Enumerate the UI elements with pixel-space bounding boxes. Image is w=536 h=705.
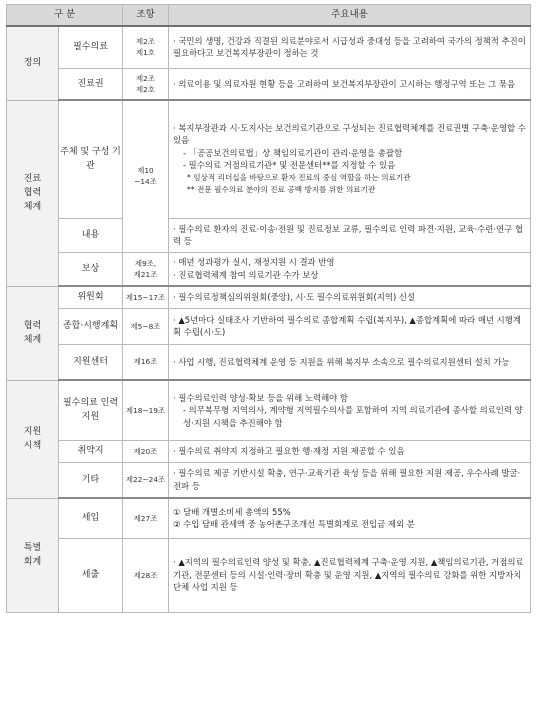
- table-row: [7, 462, 531, 498]
- table-header-row: [7, 5, 531, 27]
- category-cell: 지원 시책: [7, 380, 59, 498]
- law-summary-table: [6, 4, 531, 613]
- content-cell: · 필수의료인력 양성·확보 등을 위해 노력해야 함 - 의무복무형 지역의사, 계약형 지역필수의사를 포함하여 지역 의료기관에 종사할 의료인력 양성·지원 시책을 추진해야 함: [169, 380, 531, 440]
- article-cell: 제27조: [123, 498, 169, 538]
- subcategory-cell: 주체 및 구성 기관: [59, 100, 123, 218]
- table-row: [7, 26, 531, 68]
- article-cell: 제18~19조: [123, 380, 169, 440]
- article-cell: 제20조: [123, 440, 169, 462]
- subcategory-cell: 위원회: [59, 286, 123, 308]
- subcategory-cell: 지원센터: [59, 344, 123, 380]
- category-cell: 특별 회계: [7, 498, 59, 612]
- article-cell: 제2조 제2호: [123, 68, 169, 100]
- table-row: [7, 308, 531, 344]
- header-article: 조항: [123, 5, 169, 27]
- content-cell: · 복지부장관과 시·도지사는 보건의료기관으로 구성되는 진료협력체계를 진료권별 구축·운영할 수 있음 - 「공공보건의료법」상 책임의료기관이 관리·운영을 총괄함 - 필수의료 거점의료기관* 및 전문센터**를 지정할 수 있음 * 임상적 리더십을 바탕으로 환자 진료의 중심 역할을 하는 의료기관 ** 전문 필수의료 분야의 진료 공백 방지를 위한 의료기관: [169, 100, 531, 218]
- table-row: [7, 498, 531, 538]
- table-row: [7, 538, 531, 612]
- subcategory-cell: 종합·시행계획: [59, 308, 123, 344]
- table-row: [7, 380, 531, 440]
- table-row: [7, 344, 531, 380]
- article-cell: 제9조, 제21조: [123, 252, 169, 286]
- subcategory-cell: 보상: [59, 252, 123, 286]
- content-cell: ① 담배 개별소비세 총액의 55% ② 수입 담배 관세액 중 농어촌구조개선 특별회계로 전입금 제외 분: [169, 498, 531, 538]
- content-cell: · ▲지역의 필수의료인력 양성 및 확충, ▲진료협력체계 구축·운영 지원, ▲책임의료기관, 거점의료기관, 전문센터 등의 시설·인력·장비 확충 및 운영 지원, ▲지역의 필수의료 강화를 위한 지방자치단체 사업 지원 등: [169, 538, 531, 612]
- article-cell: 제10 ~14조: [123, 100, 169, 252]
- content-cell: · 국민의 생명, 건강과 직결된 의료분야로서 시급성과 중대성 등을 고려하여 국가의 정책적 추진이 필요하다고 보건복지부장관이 정하는 것: [169, 26, 531, 68]
- header-category: 구 분: [7, 5, 123, 27]
- article-cell: 제28조: [123, 538, 169, 612]
- content-cell: · 필수의료 제공 기반시설 확충, 연구·교육기관 육성 등을 위해 필요한 지원 제공, 우수사례 발굴·전파 등: [169, 462, 531, 498]
- table-row: [7, 440, 531, 462]
- table-row: [7, 68, 531, 100]
- table-row: [7, 218, 531, 252]
- table-row: [7, 252, 531, 286]
- content-cell: · 필수의료 환자의 진료·이송·전원 및 진료정보 교류, 필수의료 인력 파견·지원, 교육·수련·연구 협력 등: [169, 218, 531, 252]
- category-cell: 진료 협력 체계: [7, 100, 59, 286]
- header-content: 주요내용: [169, 5, 531, 27]
- subcategory-cell: 진료권: [59, 68, 123, 100]
- article-cell: 제16조: [123, 344, 169, 380]
- subcategory-cell: 취약지: [59, 440, 123, 462]
- subcategory-cell: 세출: [59, 538, 123, 612]
- content-cell: · 사업 시행, 진료협력체계 운영 등 지원을 위해 복지부 소속으로 필수의료지원센터 설치 가능: [169, 344, 531, 380]
- subcategory-cell: 기타: [59, 462, 123, 498]
- article-cell: 제2조 제1호: [123, 26, 169, 68]
- subcategory-cell: 세입: [59, 498, 123, 538]
- content-cell: · 필수의료정책심의위원회(중앙), 시·도 필수의료위원회(지역) 신설: [169, 286, 531, 308]
- article-cell: 제5~8조: [123, 308, 169, 344]
- category-cell: 정의: [7, 26, 59, 100]
- subcategory-cell: 필수의료: [59, 26, 123, 68]
- subcategory-cell: 필수의료 인력지원: [59, 380, 123, 440]
- category-cell: 협력 체계: [7, 286, 59, 380]
- content-cell: · 매년 성과평가 실시, 재정지원 시 결과 반영 · 진료협력체계 참여 의료기관 수가 보상: [169, 252, 531, 286]
- table-row: [7, 100, 531, 218]
- content-cell: · 의료이용 및 의료자원 현황 등을 고려하여 보건복지부장관이 고시하는 행정구역 또는 그 묶음: [169, 68, 531, 100]
- subcategory-cell: 내용: [59, 218, 123, 252]
- article-cell: 제15~17조: [123, 286, 169, 308]
- article-cell: 제22~24조: [123, 462, 169, 498]
- table-row: [7, 286, 531, 308]
- content-cell: · ▲5년마다 실태조사 기반하여 필수의료 종합계획 수립(복지부), ▲종합계획에 따라 매년 시행계획 수립(시·도): [169, 308, 531, 344]
- content-cell: · 필수의료 취약지 지정하고 필요한 행·재정 지원 제공할 수 있음: [169, 440, 531, 462]
